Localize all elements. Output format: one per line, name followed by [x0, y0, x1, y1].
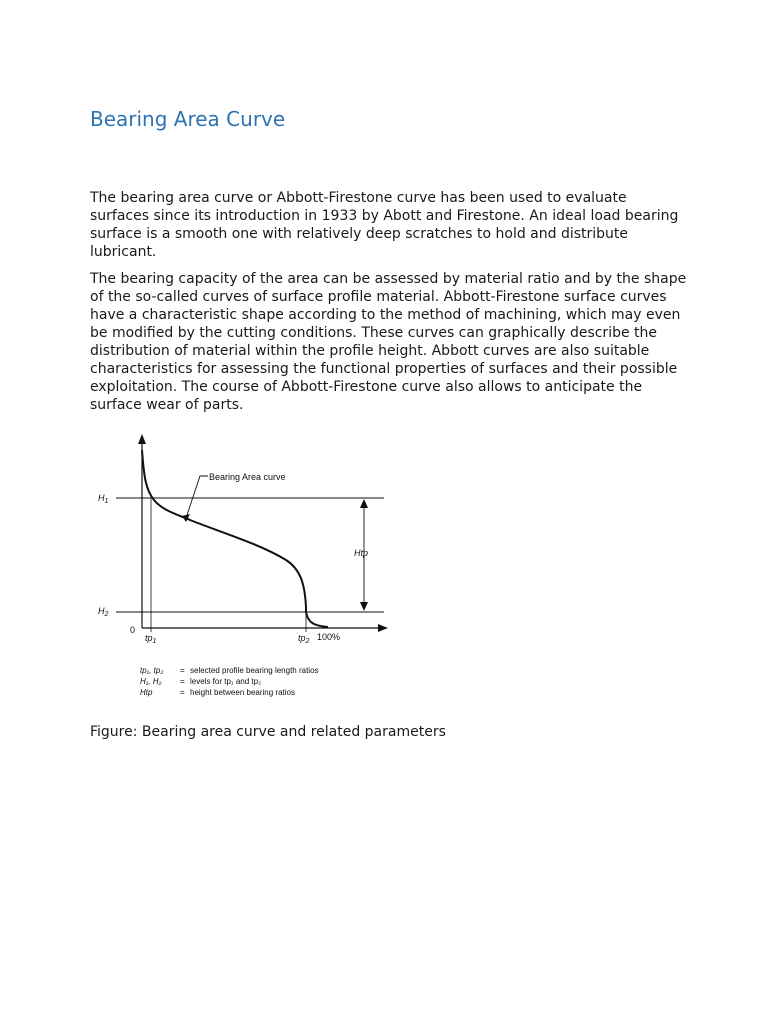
legend-eq: =: [180, 688, 185, 697]
htp-label: Htp: [354, 548, 369, 558]
legend-desc: height between bearing ratios: [190, 688, 295, 697]
bearing-area-diagram: [90, 428, 400, 697]
legend-key: Htp: [140, 688, 153, 697]
paragraph-bearing-capacity: The bearing capacity of the area can be assessed by material ratio and by the shape of the so-called curves of surface profile material. Abbott-Firestone surface curves have a characteristic shape according to the method of machining, which may even be modified by the cutting conditions. These curves can graphically describe the distribution of material within the profile height. Abbott curves are also suitable characteristics for assessing the functional properties of surfaces and their possible exploitation. The course of Abbott-Firestone curve also allows to anticipate the surface wear of parts.: [90, 271, 687, 413]
origin-label: 0: [130, 625, 136, 635]
legend-desc: levels for tp₁ and tp₂: [190, 677, 262, 686]
htp-arrow-bottom: [360, 602, 368, 611]
page-title: Bearing Area Curve: [90, 107, 286, 131]
tp2-label: $tp_2$: [298, 633, 310, 645]
x-axis-arrowhead: [378, 624, 388, 632]
legend-key: tp₁, tp₂: [140, 666, 164, 675]
curve-label: Bearing Area curve: [209, 472, 286, 482]
legend-eq: =: [180, 666, 185, 675]
h2-label: $H_2$: [98, 606, 109, 618]
legend-desc: selected profile bearing length ratios: [190, 666, 319, 675]
h1-label: $H_1$: [98, 493, 109, 505]
hundred-percent-label: 100%: [317, 632, 341, 642]
paragraph-intro: The bearing area curve or Abbott-Firestone curve has been used to evaluate surfaces since its introduction in 1933 by Abott and Firestone. An ideal load bearing surface is a smooth one with relatively deep scratches to hold and distribute lubricant.: [90, 190, 679, 260]
figure-caption: Figure: Bearing area curve and related parameters: [90, 724, 446, 740]
legend-key: H₁, H₂: [140, 677, 162, 686]
bearing-area-figure: [90, 428, 400, 697]
y-axis-arrowhead: [138, 434, 146, 444]
legend-eq: =: [180, 677, 185, 686]
tp1-label: $tp_1$: [145, 633, 157, 645]
htp-arrow-top: [360, 499, 368, 508]
figure-legend: [140, 666, 319, 697]
curve-label-leader: [186, 476, 208, 518]
